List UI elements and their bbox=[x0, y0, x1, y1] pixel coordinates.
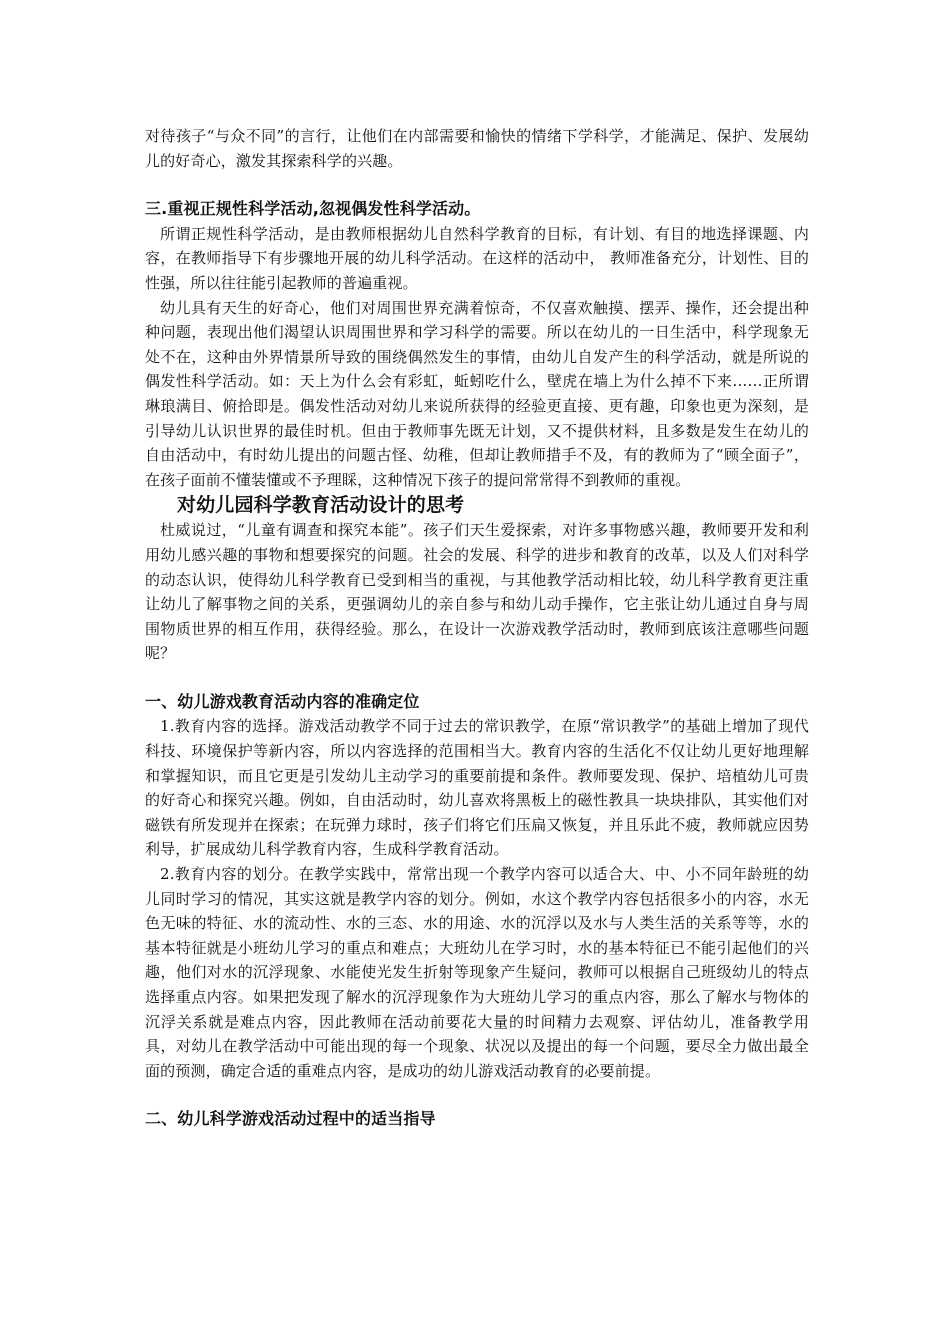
heading-section-2: 二、幼儿科学游戏活动过程中的适当指导 bbox=[145, 1109, 436, 1129]
document-body bbox=[145, 124, 809, 1132]
paragraph-incidental-activity: 幼儿具有天生的好奇心，他们对周围世界充满着惊奇，不仅喜欢触摸、摆弄、操作，还会提出种种问题，表现出他们渴望认识周围世界和学习科学的需要。所以在幼儿的一日生活中，科学现象无处不在，这种由外界情景所导致的围绕偶然发生的事情，由幼儿自发产生的科学活动，就是所说的偶发性科学活动。如：天上为什么会有彩虹，蚯蚓吃什么，壁虎在墙上为什么掉不下来……正所谓琳琅满目、俯拾即是。偶发性活动对幼儿来说所获得的经验更直接、更有趣，印象也更为深刻，是引导幼儿认识世界的最佳时机。但由于教师事先既无计划，又不提供材料，且多数是发生在幼儿的自由活动中，有时幼儿提出的问题古怪、幼稚，但却让教师措手不及，有的教师为了“顾全面子”，在孩子面前不懂装懂或不予理睬，这种情况下孩子的提问常常得不到教师的重视。 bbox=[145, 298, 809, 489]
paragraph-content-division: 2.教育内容的划分。在教学实践中，常常出现一个教学内容可以适合大、中、小不同年龄班的幼儿同时学习的情况，其实这就是教学内容的划分。例如，水这个教学内容包括很多小的内容，水无色无味的特征、水的流动性、水的三态、水的用途、水的沉浮以及水与人类生活的关系等等，水的基本特征就是小班幼儿学习的重点和难点；大班幼儿在学习时，水的基本特征已不能引起他们的兴趣，他们对水的沉浮现象、水能使光发生折射等现象产生疑问，教师可以根据自己班级幼儿的特点选择重点内容。如果把发现了解水的沉浮现象作为大班幼儿学习的重点内容，那么了解水与物体的沉浮关系就是难点内容，因此教师在活动前要花大量的时间精力去观察、评估幼儿，准备教学用具，对幼儿在教学活动中可能出现的每一个现象、状况以及提出的每一个问题，要尽全力做出最全面的预测，确定合适的重难点内容，是成功的幼儿游戏活动教育的必要前提。 bbox=[145, 865, 809, 1080]
heading-section-1: 一、幼儿游戏教育活动内容的准确定位 bbox=[145, 691, 420, 711]
article-title: 对幼儿园科学教育活动设计的思考 bbox=[177, 494, 465, 517]
heading-section-3: 三.重视正规性科学活动,忽视偶发性科学活动。 bbox=[145, 199, 481, 219]
paragraph-intro-continued: 对待孩子“与众不同”的言行，让他们在内部需要和愉快的情绪下学科学，才能满足、保护、发展幼儿的好奇心，激发其探索科学的兴趣。 bbox=[145, 127, 809, 170]
paragraph-dewey-intro: 杜威说过，“儿童有调查和探究本能”。孩子们天生爱探索，对许多事物感兴趣，教师要开发和利用幼儿感兴趣的事物和想要探究的问题。社会的发展、科学的进步和教育的改革，以及人们对科学的动态认识，使得幼儿科学教育已受到相当的重视，与其他教学活动相比较，幼儿科学教育更注重让幼儿了解事物之间的关系，更强调幼儿的亲自参与和幼儿动手操作，它主张让幼儿通过自身与周围物质世界的相互作用，获得经验。那么，在设计一次游戏教学活动时，教师到底该注意哪些问题呢？ bbox=[145, 521, 809, 663]
paragraph-formal-activity: 所谓正规性科学活动，是由教师根据幼儿自然科学教育的目标，有计划、有目的地选择课题、内容，在教师指导下有步骤地开展的幼儿科学活动。在这样的活动中， 教师准备充分，计划性、目的性强，所以往往能引起教师的普遍重视。 bbox=[145, 224, 809, 292]
paragraph-content-selection: 1.教育内容的选择。游戏活动教学不同于过去的常识教学，在原“常识教学”的基础上增加了现代科技、环境保护等新内容，所以内容选择的范围相当大。教育内容的生活化不仅让幼儿更好地理解和掌握知识，而且它更是引发幼儿主动学习的重要前提和条件。教师要发现、保护、培植幼儿可贵的好奇心和探究兴趣。例如，自由活动时，幼儿喜欢将黑板上的磁性教具一块块排队，其实他们对磁铁有所发现并在探索；在玩弹力球时，孩子们将它们压扁又恢复，并且乐此不疲，教师就应因势利导，扩展成幼儿科学教育内容，生成科学教育活动。 bbox=[145, 717, 809, 859]
